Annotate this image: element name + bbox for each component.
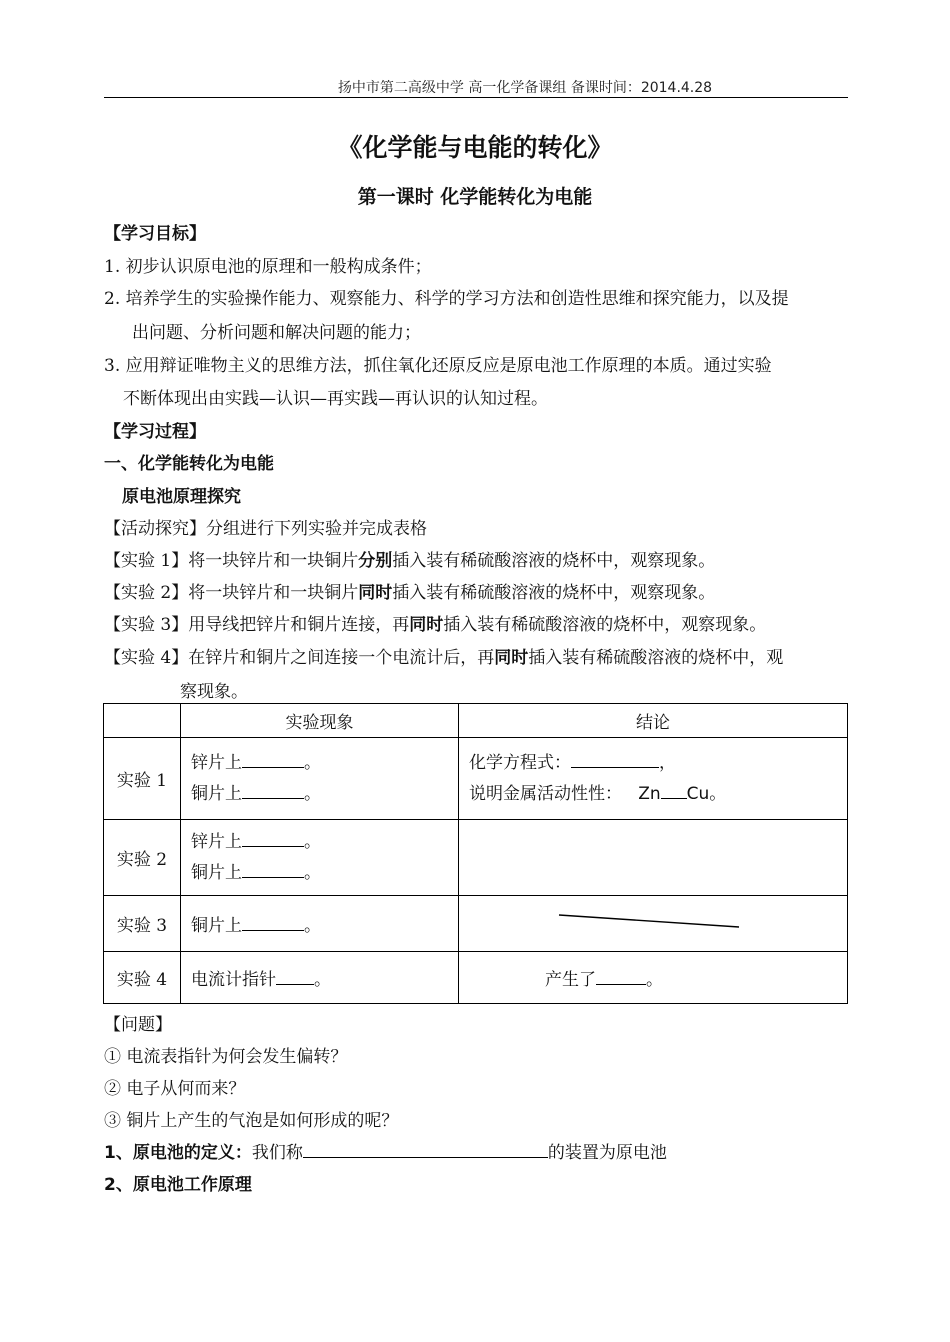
experiment-1-line: 【实验 1】将一块锌片和一块铜片分别插入装有稀硫酸溶液的烧杯中，观察现象。 <box>104 551 716 571</box>
experiment-3-line: 【实验 3】用导线把锌片和铜片连接，再同时插入装有稀硫酸溶液的烧杯中，观察现象。 <box>104 615 767 635</box>
answer-blank[interactable] <box>242 783 304 799</box>
phenomenon-cell: 锌片上 。 铜片上 。 <box>181 738 459 820</box>
experiment-2-line: 【实验 2】将一块锌片和一块铜片同时插入装有稀硫酸溶液的烧杯中，观察现象。 <box>104 583 716 603</box>
goal-2-line2: 出问题、分析问题和解决问题的能力； <box>132 323 421 343</box>
phenomenon-cell: 铜片上 。 <box>181 896 459 952</box>
principle-heading: 2、原电池工作原理 <box>104 1175 252 1195</box>
row-label: 实验 3 <box>104 896 181 952</box>
conclusion-cell: 化学方程式： ， 说明金属活动性性： Zn Cu。 <box>459 738 848 820</box>
conclusion-cell <box>459 820 848 896</box>
header-divider <box>104 97 848 98</box>
answer-blank[interactable] <box>242 831 304 847</box>
row-label: 实验 2 <box>104 820 181 896</box>
page-subtitle: 第一课时 化学能转化为电能 <box>357 186 593 208</box>
experiment-4-line2: 察现象。 <box>180 682 248 702</box>
slanted-answer-line <box>555 909 755 939</box>
table-row <box>104 738 848 820</box>
answer-blank[interactable] <box>596 969 646 985</box>
row-label: 实验 1 <box>104 738 181 820</box>
goals-heading: 【学习目标】 <box>104 224 206 244</box>
answer-blank[interactable] <box>242 915 304 931</box>
table-corner-cell <box>104 704 181 738</box>
answer-blank[interactable] <box>242 752 304 768</box>
table-row <box>104 952 848 1004</box>
phenomenon-cell: 电流计指针 。 <box>181 952 459 1004</box>
questions-heading: 【问题】 <box>104 1015 172 1035</box>
answer-blank[interactable] <box>242 862 304 878</box>
phenomenon-cell: 锌片上 。 铜片上 。 <box>181 820 459 896</box>
process-heading: 【学习过程】 <box>104 422 206 442</box>
row-label: 实验 4 <box>104 952 181 1004</box>
experiment-table <box>103 703 848 1004</box>
section-1-heading: 一、化学能转化为电能 <box>104 454 274 474</box>
goal-1: 1. 初步认识原电池的原理和一般构成条件； <box>104 257 432 277</box>
answer-blank[interactable] <box>276 969 314 985</box>
activity-line: 【活动探究】分组进行下列实验并完成表格 <box>104 519 427 539</box>
page-title: 《化学能与电能的转化》 <box>337 133 613 162</box>
definition-blank[interactable] <box>303 1142 548 1158</box>
conclusion-cell <box>459 896 848 952</box>
subsection-heading: 原电池原理探究 <box>122 487 241 507</box>
question-3: ③ 铜片上产生的气泡是如何形成的呢？ <box>104 1111 399 1131</box>
goal-3-line1: 3. 应用辩证唯物主义的思维方法，抓住氧化还原反应是原电池工作原理的本质。通过实验 <box>104 356 772 376</box>
table-row <box>104 896 848 952</box>
table-header-row <box>104 704 848 738</box>
header-conclusion: 结论 <box>459 704 848 738</box>
goal-2-line1: 2. 培养学生的实验操作能力、观察能力、科学的学习方法和创造性思维和探究能力，以及提 <box>104 289 789 309</box>
experiment-4-line: 【实验 4】在锌片和铜片之间连接一个电流计后，再同时插入装有稀硫酸溶液的烧杯中，观 <box>104 648 784 668</box>
answer-blank[interactable] <box>571 752 659 768</box>
header-phenomenon: 实验现象 <box>181 704 459 738</box>
conclusion-cell: 产生了 。 <box>459 952 848 1004</box>
question-1: ① 电流表指针为何会发生偏转？ <box>104 1047 348 1067</box>
goal-3-line2: 不断体现出由实践—认识—再实践—再认识的认知过程。 <box>123 389 548 409</box>
table-row <box>104 820 848 896</box>
answer-blank[interactable] <box>661 783 687 799</box>
page-header: 扬中市第二高级中学 高一化学备课组 备课时间：2014.4.28 <box>337 80 713 96</box>
definition-line: 1、原电池的定义：我们称 的装置为原电池 <box>104 1143 667 1163</box>
question-2: ② 电子从何而来？ <box>104 1079 246 1099</box>
